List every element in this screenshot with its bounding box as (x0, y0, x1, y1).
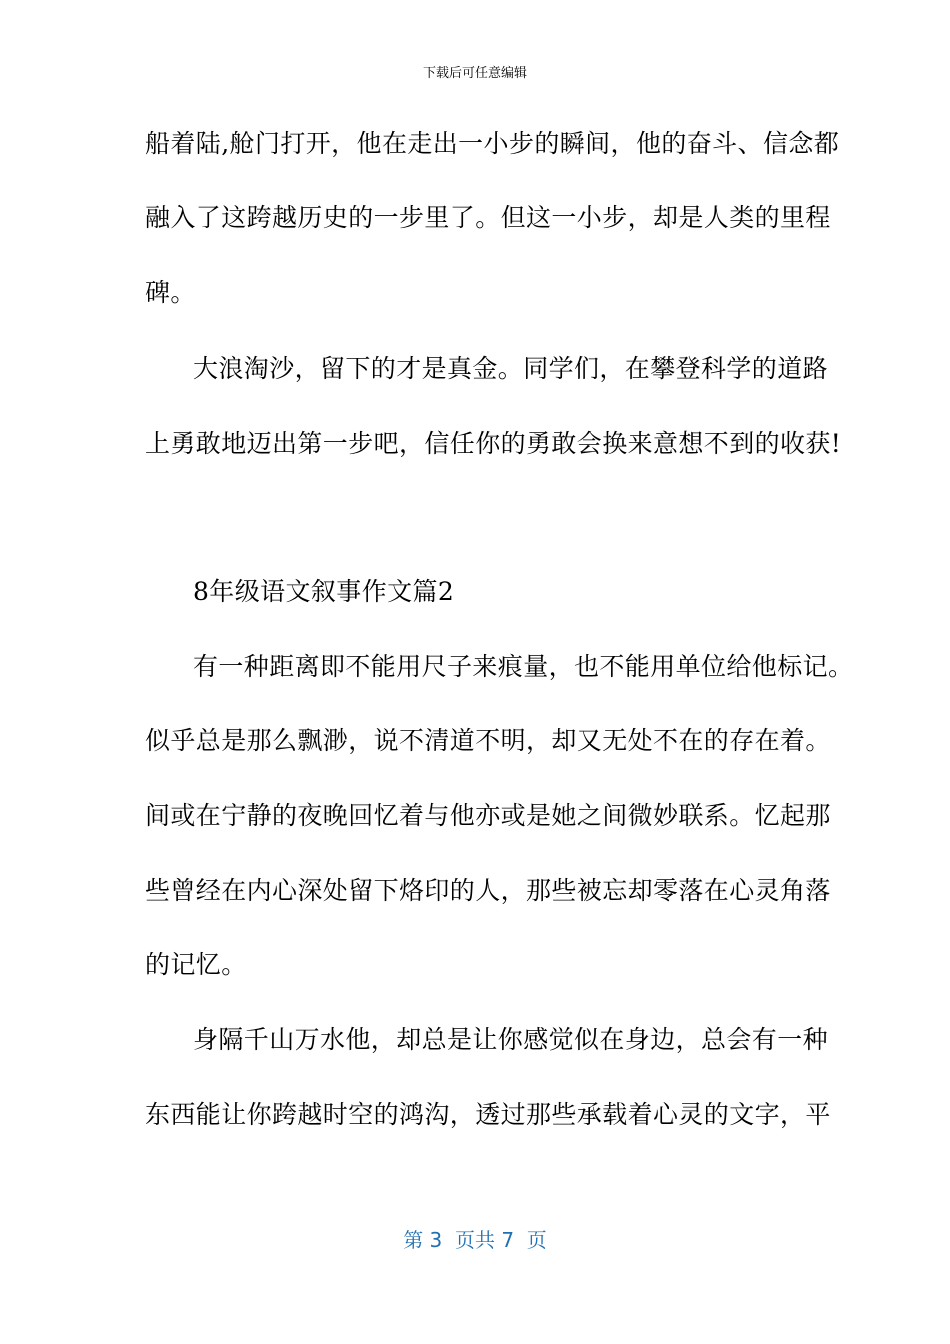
text-line: 些曾经在内心深处留下烙印的人，那些被忘却零落在心灵角落 (145, 876, 831, 905)
text-line: 身隔千山万水他，却总是让你感觉似在身边，总会有一种 (193, 1025, 829, 1054)
text-line: 间或在宁静的夜晚回忆着与他亦或是她之间微妙联系。忆起那 (145, 801, 831, 830)
text-line: 大浪淘沙，留下的才是真金。同学们，在攀登科学的道路 (193, 354, 829, 383)
text-line: 有一种距离即不能用尺子来痕量，也不能用单位给他标记。 (193, 652, 854, 681)
text-line: 船着陆,舱门打开，他在走出一小步的瞬间，他的奋斗、信念都 (145, 129, 840, 158)
page-header: 下载后可任意编辑 (422, 66, 527, 81)
text-line: 的记忆。 (145, 950, 247, 979)
text-line: 东西能让你跨越时空的鸿沟，透过那些承载着心灵的文字，平 (145, 1100, 831, 1129)
text-line: 融入了这跨越历史的一步里了。但这一小步，却是人类的里程 (145, 203, 831, 232)
text-line: 上勇敢地迈出第一步吧，信任你的勇敢会换来意想不到的收获! (145, 429, 842, 458)
page-footer: 第 3 页共 7 页 (403, 1228, 547, 1252)
section-heading: 8年级语文叙事作文篇2 (193, 577, 455, 606)
text-line: 似乎总是那么飘渺，说不清道不明，却又无处不在的存在着。 (145, 726, 831, 755)
text-line: 碑。 (145, 278, 196, 307)
